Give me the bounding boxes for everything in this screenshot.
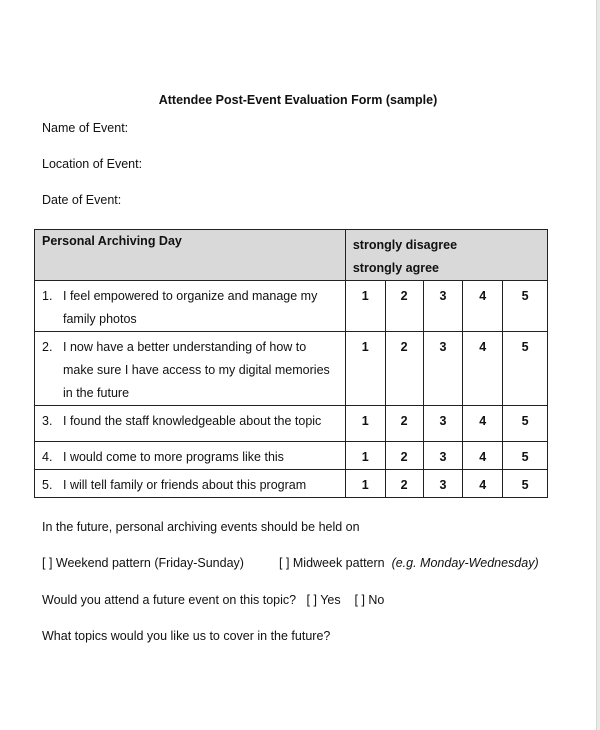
question-number: 5. <box>42 478 53 492</box>
rating-option[interactable]: 3 <box>423 470 463 498</box>
rating-option[interactable]: 2 <box>385 442 423 470</box>
weekend-pattern-option[interactable]: [ ] Weekend pattern (Friday-Sunday) <box>42 556 244 570</box>
question-text: I feel empowered to organize and manage my family photos <box>63 289 318 326</box>
rating-option[interactable]: 2 <box>385 470 423 498</box>
no-option[interactable]: [ ] No <box>354 593 385 607</box>
midweek-pattern-example: (e.g. Monday-Wednesday) <box>391 556 539 570</box>
rating-option[interactable]: 1 <box>345 470 385 498</box>
rating-option[interactable]: 4 <box>463 281 503 332</box>
rating-option[interactable]: 4 <box>463 442 503 470</box>
question-cell <box>35 470 346 498</box>
future-topics-question: What topics would you like us to cover in the future? <box>42 629 331 643</box>
rating-option[interactable]: 5 <box>503 332 548 406</box>
rating-option[interactable]: 5 <box>503 281 548 332</box>
rating-option[interactable]: 4 <box>463 406 503 442</box>
question-cell <box>35 442 346 470</box>
rating-option[interactable]: 1 <box>345 442 385 470</box>
question-cell <box>35 332 346 406</box>
rating-option[interactable]: 2 <box>385 406 423 442</box>
rating-option[interactable]: 3 <box>423 406 463 442</box>
rating-option[interactable]: 5 <box>503 442 548 470</box>
table-header-row <box>35 230 548 281</box>
rating-option[interactable]: 1 <box>345 332 385 406</box>
scale-high-label: strongly agree <box>352 261 439 275</box>
rating-option[interactable]: 3 <box>423 332 463 406</box>
form-title: Attendee Post-Event Evaluation Form (sample) <box>158 93 438 107</box>
rating-option[interactable]: 4 <box>463 332 503 406</box>
rating-option[interactable]: 1 <box>345 281 385 332</box>
rating-option[interactable]: 1 <box>345 406 385 442</box>
table-header-scale <box>345 230 547 281</box>
rating-option[interactable]: 5 <box>503 470 548 498</box>
evaluation-table <box>34 229 548 498</box>
question-number: 2. <box>42 340 53 354</box>
question-text: I will tell family or friends about this program <box>63 478 307 492</box>
event-date-label: Date of Event: <box>42 193 122 207</box>
question-number: 4. <box>42 450 53 464</box>
question-cell <box>35 281 346 332</box>
question-number: 3. <box>42 414 53 428</box>
midweek-pattern-label: [ ] Midweek pattern <box>279 556 385 570</box>
table-row <box>35 332 548 406</box>
event-location-label: Location of Event: <box>42 157 143 171</box>
event-name-label: Name of Event: <box>42 121 129 135</box>
question-text: I would come to more programs like this <box>63 450 284 464</box>
table-row <box>35 281 548 332</box>
yes-option[interactable]: [ ] Yes <box>306 593 341 607</box>
table-row <box>35 470 548 498</box>
rating-option[interactable]: 4 <box>463 470 503 498</box>
table-header-event: Personal Archiving Day <box>35 230 346 281</box>
rating-option[interactable]: 3 <box>423 281 463 332</box>
table-row <box>35 442 548 470</box>
rating-option[interactable]: 3 <box>423 442 463 470</box>
rating-option[interactable]: 5 <box>503 406 548 442</box>
rating-option[interactable]: 2 <box>385 332 423 406</box>
question-number: 1. <box>42 289 53 303</box>
rating-option[interactable]: 2 <box>385 281 423 332</box>
scale-low-label: strongly disagree <box>352 238 458 252</box>
question-text: I now have a better understanding of how to make sure I have access to my digital memories in the future <box>63 340 330 400</box>
table-row <box>35 406 548 442</box>
question-cell <box>35 406 346 442</box>
midweek-pattern-option[interactable] <box>279 556 539 570</box>
attend-future-question <box>42 593 384 607</box>
question-text: I found the staff knowledgeable about the topic <box>63 414 322 428</box>
future-schedule-prompt: In the future, personal archiving events should be held on <box>42 520 360 534</box>
attend-future-question-text: Would you attend a future event on this topic? <box>42 593 297 607</box>
